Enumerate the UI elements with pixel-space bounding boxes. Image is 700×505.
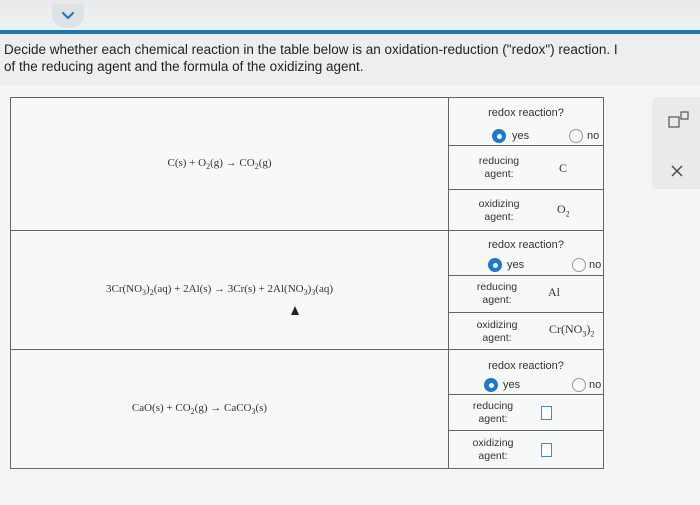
reducing-agent-input[interactable]: C <box>559 161 568 175</box>
equation: $C(s) + O_2(g) \to CO_2(g)$ <box>167 156 272 172</box>
redox-question-label: redox reaction? <box>488 360 564 372</box>
oxidizing-agent-input[interactable]: $Cr(NO_3)_2$ <box>549 322 595 339</box>
reducing-agent-box <box>449 394 603 430</box>
table-row <box>11 230 603 349</box>
table-row <box>11 349 603 468</box>
yes-radio[interactable] <box>492 129 506 143</box>
yes-radio[interactable] <box>488 258 502 272</box>
answer-cell <box>449 98 603 230</box>
yes-label: yes <box>512 130 530 142</box>
no-radio[interactable] <box>572 378 586 392</box>
progress-bar <box>0 30 700 34</box>
oxidizing-agent-label: oxidizing agent: <box>472 437 514 462</box>
close-icon[interactable] <box>671 165 683 177</box>
chevron-down-icon <box>61 11 75 21</box>
yes-radio[interactable] <box>484 378 498 392</box>
no-label: no <box>589 379 602 391</box>
equation: $3Cr(NO_3)_2(aq) + 2Al(s) \to 3Cr(s) + 2Al(NO_3)_3(aq)$ <box>105 282 333 298</box>
mouse-cursor <box>291 306 299 315</box>
redox-table <box>10 97 604 469</box>
oxidizing-agent-input[interactable]: $O_2$ <box>557 202 570 219</box>
yes-label: yes <box>507 259 525 271</box>
no-radio[interactable] <box>569 129 583 143</box>
question-text <box>4 41 700 75</box>
oxidizing-agent-box <box>449 430 603 469</box>
no-label: no <box>587 130 600 142</box>
reducing-agent-input[interactable] <box>541 406 552 420</box>
yes-label: yes <box>503 379 521 391</box>
equation-cell <box>11 231 449 349</box>
answer-cell <box>449 231 603 349</box>
collapse-button[interactable] <box>52 4 84 28</box>
no-radio[interactable] <box>572 258 586 272</box>
answer-cell <box>449 350 603 468</box>
reducing-agent-input[interactable]: Al <box>548 285 560 299</box>
reducing-agent-box <box>449 145 603 189</box>
tool-panel <box>652 97 700 189</box>
oxidizing-agent-label: oxidizing agent: <box>476 319 518 344</box>
no-label: no <box>589 259 602 271</box>
equation: $CaO(s) + CO_2(g)$ → CaCO$_3$(s) <box>131 401 268 417</box>
reducing-agent-label: reducing agent: <box>478 155 520 180</box>
redox-question-label: redox reaction? <box>488 239 564 251</box>
table-row <box>11 98 603 230</box>
oxidizing-agent-box <box>449 189 603 230</box>
equation-cell <box>11 350 449 468</box>
oxidizing-agent-box <box>449 312 603 350</box>
equation-cell <box>11 98 449 230</box>
reducing-agent-box <box>449 275 603 312</box>
reducing-agent-label: reducing agent: <box>472 400 514 425</box>
top-bar <box>0 0 700 34</box>
oxidizing-agent-label: oxidizing agent: <box>478 198 520 223</box>
reducing-agent-label: reducing agent: <box>476 281 518 306</box>
subscript-superscript-icon[interactable] <box>668 111 690 129</box>
oxidizing-agent-input[interactable] <box>541 443 552 457</box>
question-line-1: Decide whether each chemical reaction in the table below is an oxidation-reduction ("redox") reaction. I <box>4 42 618 57</box>
question-line-2: of the reducing agent and the formula of the oxidizing agent. <box>4 59 364 74</box>
redox-question-label: redox reaction? <box>488 107 564 119</box>
